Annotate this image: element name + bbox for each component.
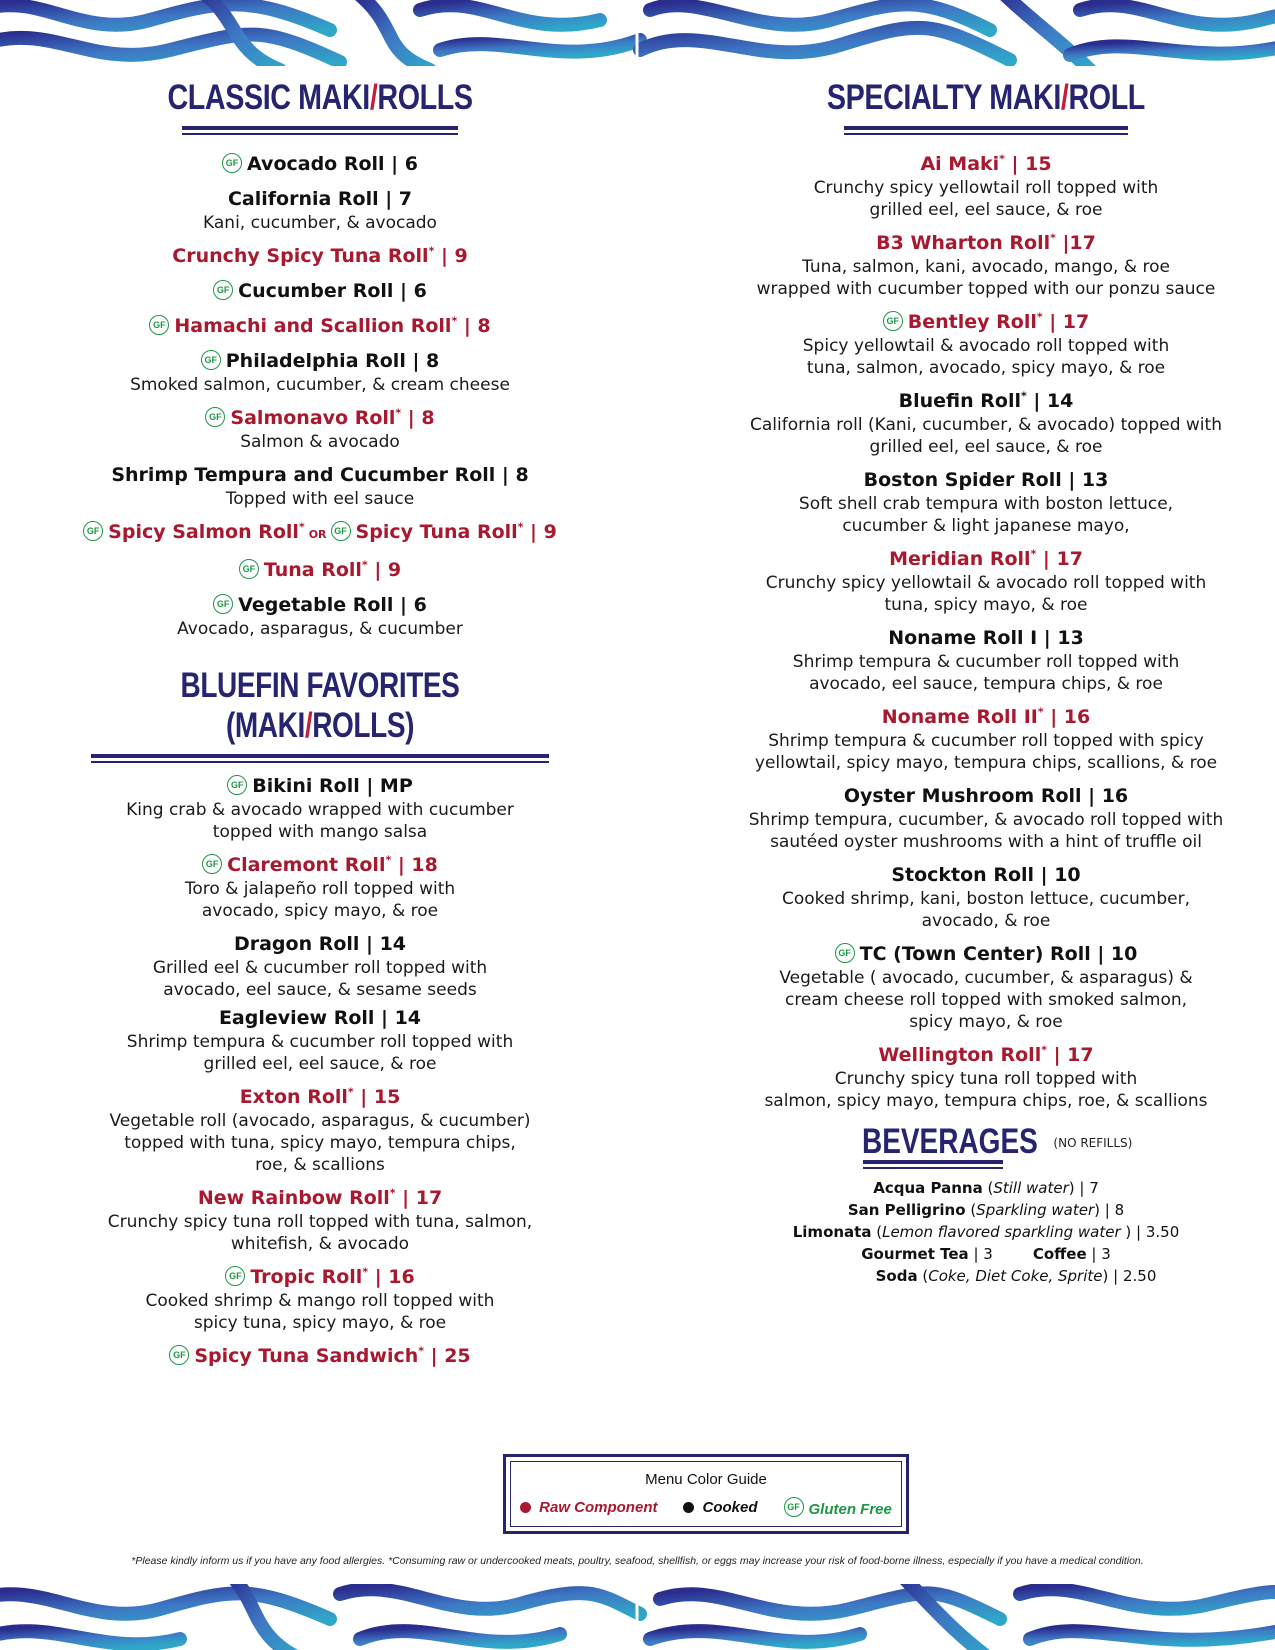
item-price: | 15 [353, 1086, 401, 1108]
item-description: Topped with eel sauce [225, 489, 415, 509]
menu-item [60, 931, 580, 1001]
gluten-free-icon: GF [227, 775, 247, 795]
gluten-free-icon: GF [149, 315, 169, 335]
menu-item: GF Tropic Roll* | 16 Cooked shrimp & mango roll topped with spicy tuna, spicy mayo, & roe [60, 1264, 580, 1334]
beverage-line: Gourmet Tea | 3 Coffee | 3 [861, 1245, 1111, 1263]
item-price: | 8 [457, 315, 491, 337]
item-description: Smoked salmon, cucumber, & cream cheese [130, 375, 510, 395]
gluten-free-icon: GF [239, 559, 259, 579]
item-description: avocado, & roe [921, 911, 1051, 931]
gluten-free-icon: GF [202, 854, 222, 874]
item-name: Stockton Roll | 10 [891, 864, 1081, 886]
menu-item: Meridian Roll* | 17 Crunchy spicy yellowtail & avocado roll topped with tuna, spicy mayo, & roe [716, 546, 1256, 616]
menu-item: GF Bentley Roll* | 17 Spicy yellowtail & avocado roll topped with tuna, salmon, avocado, spicy mayo, & roe [716, 309, 1256, 379]
gluten-free-icon: GF [222, 153, 242, 173]
item-name: Vegetable Roll | 6 [238, 594, 427, 616]
gluten-free-icon: GF [213, 280, 233, 300]
right-column [716, 78, 1256, 1287]
menu-item: Wellington Roll* | 17 Crunchy spicy tuna roll topped with salmon, spicy mayo, tempura chips, roe, & scallions [716, 1042, 1256, 1112]
item-description: Crunchy spicy tuna roll topped with tuna, salmon, [107, 1212, 533, 1232]
item-name: Eagleview Roll | 14 [218, 1007, 422, 1029]
item-name: Spicy Tuna Roll [355, 521, 518, 543]
menu-item: B3 Wharton Roll* |17 Tuna, salmon, kani, avocado, mango, & roe wrapped with cucumber topped with our ponzu sauce [716, 230, 1256, 300]
item-price: | 16 [1043, 706, 1091, 728]
classic-title: CLASSIC MAKI/ROLLS [167, 78, 473, 117]
item-description: spicy tuna, spicy mayo, & roe [193, 1313, 447, 1333]
item-name: Salmonavo Roll [230, 407, 396, 429]
item-description: Tuna, salmon, kani, avocado, mango, & roe [802, 257, 1170, 277]
item-description: Salmon & avocado [240, 432, 400, 452]
item-description: cream cheese roll topped with smoked salmon, [784, 990, 1188, 1010]
gluten-free-icon: GF [83, 521, 103, 541]
item-description: salmon, spicy mayo, tempura chips, roe, & scallions [764, 1091, 1208, 1111]
item-name: Oyster Mushroom Roll | 16 [843, 785, 1129, 807]
item-description: sautéed oyster mushrooms with a hint of truffle oil [770, 832, 1202, 852]
item-description: Shrimp tempura & cucumber roll topped with [792, 652, 1180, 672]
item-name: Noname Roll I | 13 [888, 627, 1084, 649]
menu-item: GF Tuna Roll* | 9 [60, 557, 580, 583]
item-description: topped with tuna, spicy mayo, tempura chips, [124, 1133, 516, 1153]
menu-item: GF Claremont Roll* | 18 Toro & jalapeño roll topped with avocado, spicy mayo, & roe [60, 852, 580, 922]
menu-item [716, 625, 1256, 695]
item-description: Shrimp tempura & cucumber roll topped with spicy [768, 731, 1204, 751]
specialty-title: SPECIALTY MAKI/ROLL [826, 78, 1146, 117]
item-description: Soft shell crab tempura with boston lettuce, [798, 494, 1174, 514]
item-name: Tropic Roll [250, 1266, 363, 1288]
item-name: Claremont Roll [227, 854, 386, 876]
item-name: Avocado Roll | 6 [247, 153, 418, 175]
item-name: Meridian Roll [889, 548, 1031, 570]
item-name: Bluefin Roll [898, 390, 1021, 412]
allergy-footnote: *Please kindly inform us if you have any food allergies. *Consuming raw or undercooked meats, poultry, seafood, shellfish, or eggs may increase your risk of food-borne illness, especially if you have a medical condition. [131, 1555, 1144, 1567]
item-price: | 17 [1036, 548, 1083, 570]
item-name: Tuna Roll [263, 559, 362, 581]
item-name: Cucumber Roll | 6 [238, 280, 427, 302]
menu-item [60, 592, 580, 640]
item-description: Shrimp tempura & cucumber roll topped with [126, 1032, 514, 1052]
item-description: Kani, cucumber, & avocado [203, 213, 437, 233]
menu-item: Crunchy Spicy Tuna Roll* | 9 [172, 244, 468, 267]
item-name: Spicy Tuna Sandwich [194, 1345, 419, 1367]
item-description: grilled eel, eel sauce, & roe [869, 200, 1103, 220]
item-description: Avocado, asparagus, & cucumber [177, 619, 463, 639]
menu-item: GF Spicy Tuna Sandwich* | 25 [60, 1343, 580, 1369]
menu-item [60, 462, 580, 510]
menu-item [716, 783, 1256, 853]
beverages-section [716, 1122, 1256, 1287]
beverage-line: Limonata (Lemon flavored sparkling water ) | 3.50 [792, 1223, 1180, 1241]
item-price: | 17 [395, 1187, 443, 1209]
menu-item: GF Salmonavo Roll* | 8 Salmon & avocado [60, 405, 580, 453]
item-name: Hamachi and Scallion Roll [174, 315, 452, 337]
gluten-free-icon: GF [331, 521, 351, 541]
menu-color-guide [503, 1454, 909, 1534]
item-description: Shrimp tempura, cucumber, & avocado roll topped with [748, 810, 1224, 830]
item-name: B3 Wharton Roll [876, 232, 1051, 254]
top-wave-banner [0, 0, 1275, 66]
item-description: avocado, eel sauce, & sesame seeds [163, 980, 477, 1000]
left-column [60, 78, 580, 1369]
item-description: wrapped with cucumber topped with our ponzu sauce [756, 279, 1216, 299]
menu-item [60, 1005, 580, 1075]
item-price: | 16 [368, 1266, 415, 1288]
item-description: avocado, spicy mayo, & roe [201, 901, 439, 921]
specialty-section [716, 78, 1256, 1112]
item-description: tuna, spicy mayo, & roe [884, 595, 1088, 615]
menu-item [60, 151, 580, 177]
gluten-free-icon: GF [213, 594, 233, 614]
item-description: topped with mango salsa [212, 822, 428, 842]
favorites-title-rule [91, 754, 549, 763]
classic-section [60, 78, 580, 640]
menu-item [716, 941, 1256, 1033]
item-name: Exton Roll [239, 1086, 348, 1108]
item-description: avocado, eel sauce, tempura chips, & roe [809, 674, 1163, 694]
item-name: Philadelphia Roll | 8 [225, 350, 440, 372]
item-name: California Roll | 7 [227, 188, 413, 210]
guide-raw: Raw Component [520, 1499, 657, 1516]
favorites-title: BLUEFIN FAVORITES (MAKI/ROLLS) [180, 666, 460, 745]
guide-title: Menu Color Guide [645, 1471, 767, 1488]
item-description: whitefish, & avocado [230, 1234, 410, 1254]
beverage-line: Soda (Coke, Diet Coke, Sprite) | 2.50 [875, 1267, 1157, 1285]
beverages-note: (NO REFILLS) [1053, 1136, 1133, 1150]
item-description: grilled eel, eel sauce, & roe [203, 1054, 437, 1074]
item-description: yellowtail, spicy mayo, tempura chips, scallions, & roe [754, 753, 1218, 773]
menu-item: New Rainbow Roll* | 17 Crunchy spicy tuna roll topped with tuna, salmon, whitefish, & avocado [60, 1185, 580, 1255]
item-price: | 15 [1004, 153, 1052, 175]
item-name: Boston Spider Roll | 13 [863, 469, 1109, 491]
item-description: cucumber & light japanese mayo, [842, 516, 1130, 536]
specialty-title-rule [844, 126, 1128, 135]
menu-item [60, 348, 580, 396]
menu-item: Ai Maki* | 15 Crunchy spicy yellowtail roll topped with grilled eel, eel sauce, & roe [716, 151, 1256, 221]
item-description: Cooked shrimp, kani, boston lettuce, cucumber, [782, 889, 1190, 909]
item-price: | 9 [434, 245, 468, 267]
item-description: Vegetable ( avocado, cucumber, & asparagus) & [779, 968, 1193, 988]
item-name: TC (Town Center) Roll | 10 [859, 943, 1138, 965]
menu-item [716, 862, 1256, 932]
item-name: Noname Roll II [881, 706, 1038, 728]
item-price: | 8 [401, 407, 435, 429]
item-description: roe, & scallions [255, 1155, 385, 1175]
item-name: New Rainbow Roll [197, 1187, 390, 1209]
item-price: | 9 [523, 521, 557, 543]
or-separator: OR [308, 528, 327, 541]
item-price: |17 [1055, 232, 1096, 254]
item-name: Crunchy Spicy Tuna Roll [172, 245, 429, 267]
menu-item [60, 186, 580, 234]
item-name: Dragon Roll | 14 [233, 933, 407, 955]
bottom-wave-banner [0, 1584, 1275, 1650]
item-name: Spicy Salmon Roll [108, 521, 299, 543]
item-description: Spicy yellowtail & avocado roll topped with [802, 336, 1170, 356]
classic-title-rule [182, 126, 458, 135]
item-name: Bentley Roll [907, 311, 1037, 333]
gluten-free-icon: GF [883, 311, 903, 331]
item-description: spicy mayo, & roe [909, 1012, 1063, 1032]
item-description: Crunchy spicy tuna roll topped with [834, 1069, 1138, 1089]
item-name: Bikini Roll | MP [252, 775, 413, 797]
menu-item: Exton Roll* | 15 Vegetable roll (avocado, asparagus, & cucumber) topped with tuna, spicy mayo, tempura chips, roe, & scallions [60, 1084, 580, 1176]
gluten-free-icon: GF [784, 1497, 804, 1517]
item-price: | 17 [1046, 1044, 1094, 1066]
item-description: Crunchy spicy yellowtail roll topped with [813, 178, 1159, 198]
item-description: Grilled eel & cucumber roll topped with [152, 958, 488, 978]
item-price: | 17 [1042, 311, 1090, 333]
item-name: Wellington Roll [878, 1044, 1042, 1066]
gluten-free-icon: GF [835, 943, 855, 963]
favorites-section [60, 666, 580, 1369]
gluten-free-icon: GF [205, 407, 225, 427]
menu-item [716, 467, 1256, 537]
menu-item: GF Hamachi and Scallion Roll* | 8 [60, 313, 580, 339]
menu-item: Bluefin Roll* | 14 California roll (Kani, cucumber, & avocado) topped with grilled eel, eel sauce, & roe [716, 388, 1256, 458]
item-price: | 25 [424, 1345, 471, 1367]
gluten-free-icon: GF [225, 1266, 245, 1286]
item-description: grilled eel, eel sauce, & roe [869, 437, 1103, 457]
item-description: Vegetable roll (avocado, asparagus, & cucumber) [109, 1111, 531, 1131]
guide-gluten-free: GF Gluten Free [784, 1497, 892, 1518]
item-description: Crunchy spicy yellowtail & avocado roll topped with [765, 573, 1207, 593]
item-description: King crab & avocado wrapped with cucumber [126, 800, 514, 820]
item-description: Toro & jalapeño roll topped with [184, 879, 456, 899]
guide-cooked: Cooked [683, 1499, 757, 1516]
item-description: California roll (Kani, cucumber, & avocado) topped with [750, 415, 1222, 435]
gluten-free-icon: GF [201, 350, 221, 370]
menu-item: Noname Roll II* | 16 Shrimp tempura & cucumber roll topped with spicy yellowtail, spicy mayo, tempura chips, scallions, & roe [716, 704, 1256, 774]
menu-item [60, 773, 580, 843]
item-price: | 14 [1026, 390, 1074, 412]
menu-item: GF Spicy Salmon Roll*OR GF Spicy Tuna Roll* | 9 [60, 519, 580, 548]
beverages-title: BEVERAGES [861, 1122, 1038, 1161]
beverage-line: Acqua Panna (Still water) | 7 [873, 1179, 1099, 1197]
beverage-line: San Pelligrino (Sparkling water) | 8 [847, 1201, 1125, 1219]
item-price: | 18 [391, 854, 438, 876]
item-description: Cooked shrimp & mango roll topped with [145, 1291, 495, 1311]
item-name: Ai Maki [920, 153, 1000, 175]
item-description: tuna, salmon, avocado, spicy mayo, & roe [806, 358, 1166, 378]
menu-item [60, 278, 580, 304]
gluten-free-icon: GF [169, 1345, 189, 1365]
item-price: | 9 [367, 559, 402, 581]
item-name: Shrimp Tempura and Cucumber Roll | 8 [111, 464, 529, 486]
